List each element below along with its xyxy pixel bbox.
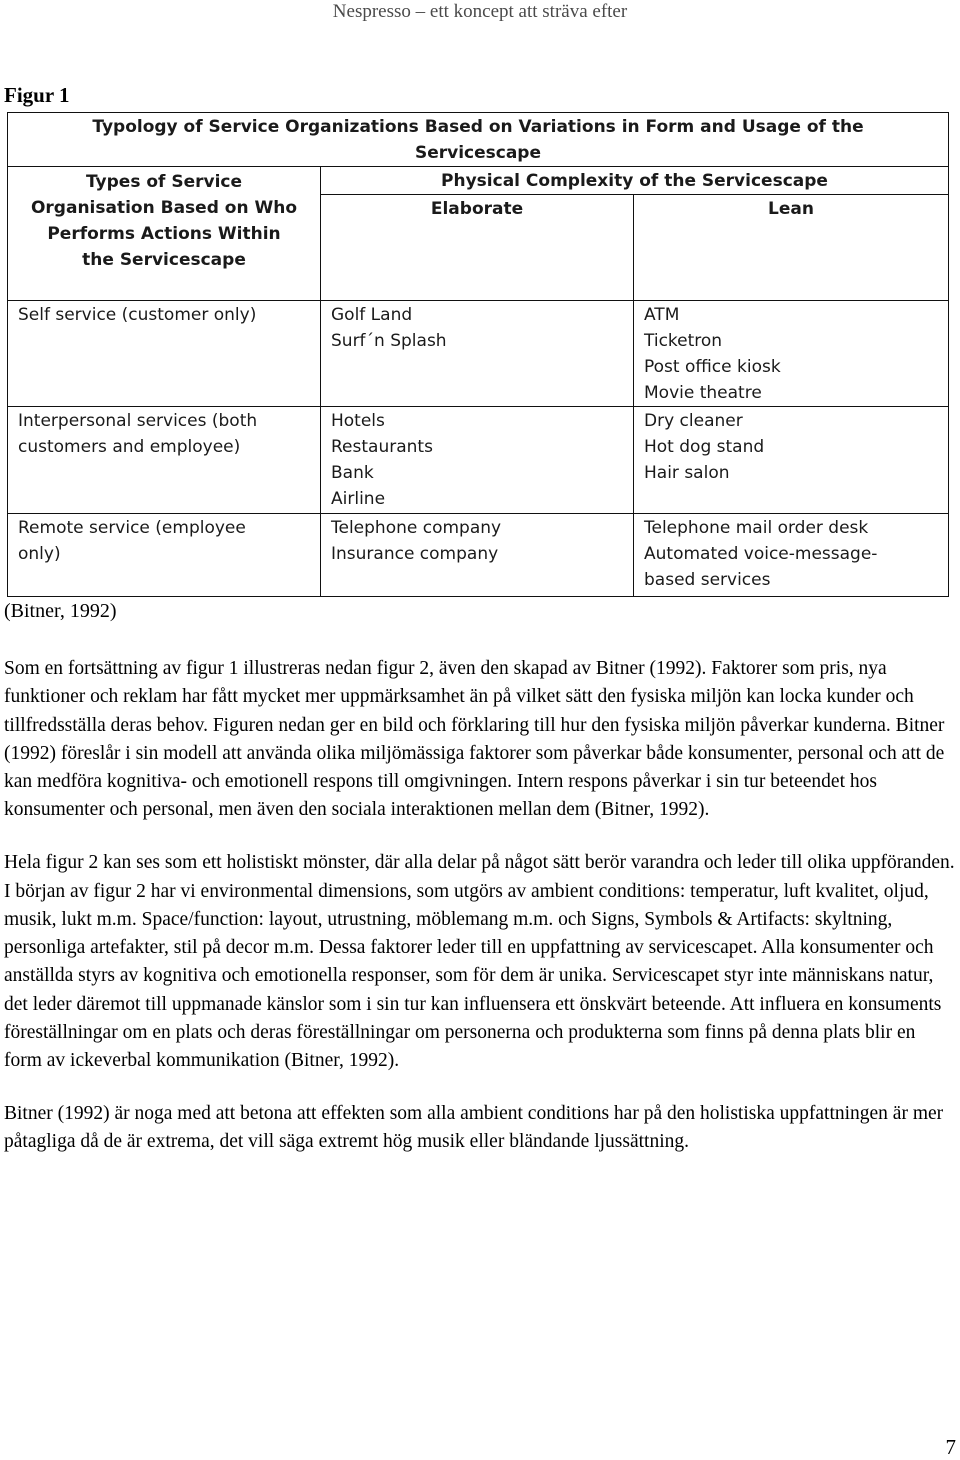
example-item: Telephone company (331, 518, 502, 538)
lean-cell (634, 514, 949, 597)
example-item: Ticketron (644, 331, 723, 351)
example-item: Automated voice-message- (644, 544, 878, 564)
column-group-header: Physical Complexity of the Servicescape (321, 167, 949, 195)
example-item: Post office kiosk (644, 357, 781, 377)
typology-table (7, 112, 949, 597)
paragraph: Hela figur 2 kan ses som ett holistiskt mönster, där alla delar på något sätt berör varandra och leder till olika uppföranden. I början av figur 2 har vi environmental dimensions, som utgörs av ambient conditions: temperatur, luft kvalitet, oljud, musik, lukt m.m. Space/function: layout, utrustning, möblemang m.m. och Signs, Symbols & Artifacts: skyltning, personliga artefakter, stil på decor m.m. Dessa faktorer leder till en uppfattning av servicescapet. Alla konsumenter och anställda styrs av kognitiva och emotionella responser, som för dem är unika. Servicescapet styr inte människans natur, det leder däremot till uppmanade känslor som i sin tur kan influensera ett önskvärt beteende. Att influera en konsuments föreställningar om en plats och deras föreställningar om personerna och produkterna som finns på denna plats blir en form av ickeverbal kommunikation (Bitner, 1992). (4, 852, 955, 1072)
service-type-line: Remote service (employee (18, 518, 246, 538)
column-header-lean: Lean (634, 195, 949, 301)
service-type-line: only) (18, 544, 61, 564)
elaborate-cell (321, 407, 634, 514)
service-type-cell (8, 301, 321, 407)
service-type-line: Self service (customer only) (18, 305, 257, 325)
example-item: ATM (644, 305, 680, 325)
paragraph: Som en fortsättning av figur 1 illustreras nedan figur 2, även den skapad av Bitner (1992). Faktorer som pris, nya funktioner och reklam har fått mycket mer uppmärksamhet än på vilket sätt den fysiska miljön kan locka kunder och tillfredsställa deras behov. Figuren nedan ger en bild och förklaring till hur den fysiska miljön påverkar kunderna. Bitner (1992) föreslår i sin modell att använda olika miljömässiga faktorer som påverkar både konsumenter, personal och att de kan medföra kognitiva- och emotionell respons till omgivningen. Intern respons påverkar i sin tur beteendet hos konsumenter och personal, men även den sociala interaktionen mellan dem (Bitner, 1992). (4, 658, 945, 821)
page-number: 7 (945, 1435, 956, 1459)
elaborate-cell (321, 514, 634, 597)
table-title (8, 113, 949, 167)
row-header-cell (8, 167, 321, 301)
figure-label: Figur 1 (4, 83, 70, 107)
example-item: Dry cleaner (644, 411, 743, 431)
figure-source: (Bitner, 1992) (4, 600, 117, 622)
table-title-line: Typology of Service Organizations Based on Variations in Form and Usage of the (92, 117, 864, 137)
example-item: Insurance company (331, 544, 499, 564)
example-item: Telephone mail order desk (644, 518, 869, 538)
example-item: Bank (331, 463, 374, 483)
example-item: Restaurants (331, 437, 433, 457)
row-header-line: Organisation Based on Who (30, 198, 298, 218)
table-title-line: Servicescape (414, 143, 542, 163)
body-text (4, 655, 956, 1181)
example-item: Hotels (331, 411, 385, 431)
service-type-cell (8, 514, 321, 597)
row-header-line: the Servicescape (82, 250, 246, 270)
row-header-line: Types of Service (85, 172, 243, 192)
elaborate-cell (321, 301, 634, 407)
example-item: Hair salon (644, 463, 730, 483)
lean-cell (634, 407, 949, 514)
example-item: Surf´n Splash (331, 331, 447, 351)
paragraph: Bitner (1992) är noga med att betona att effekten som alla ambient conditions har på den holistiska uppfattningen är mer påtagliga då de är extrema, det vill säga extremt hög musik eller bländande ljussättning. (4, 1103, 944, 1153)
example-item: Hot dog stand (644, 437, 765, 457)
table-row (8, 301, 949, 407)
column-header-elaborate: Elaborate (321, 195, 634, 301)
table-row (8, 514, 949, 597)
example-item: Movie theatre (644, 383, 762, 403)
example-item: Golf Land (331, 305, 413, 325)
service-type-cell (8, 407, 321, 514)
service-type-line: Interpersonal services (both (18, 411, 258, 431)
lean-cell (634, 301, 949, 407)
table-row (8, 407, 949, 514)
example-item: based services (644, 570, 771, 590)
row-header-line: Performs Actions Within (47, 224, 281, 244)
running-header: Nespresso – ett koncept att sträva efter (332, 1, 628, 22)
example-item: Airline (331, 489, 386, 509)
service-type-line: customers and employee) (18, 437, 241, 457)
